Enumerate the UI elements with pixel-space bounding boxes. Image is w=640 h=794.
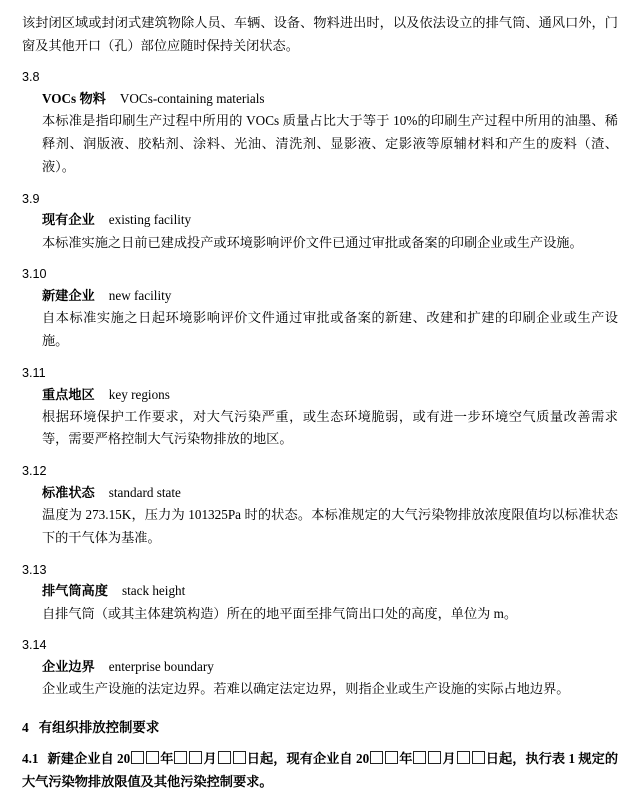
clause-number-3-11: 3.11 — [22, 365, 46, 380]
top-continuation-paragraph: 该封闭区域或封闭式建筑物除人员、车辆、设备、物料进出时，以及依法设立的排气筒、通风口外，门窗及其他开口（孔）部位应随时保持关闭状态。 — [22, 15, 618, 53]
clause-number-3-10: 3.10 — [22, 267, 47, 282]
blank-box-icon — [189, 751, 202, 764]
blank-box-icon — [233, 751, 246, 764]
term-body-3-8: 本标准是指印刷生产过程中所用的 VOCs 质量占比大于等于 10%的印刷生产过程中所用的油墨、稀释剂、润版液、胶粘剂、涂料、光油、清洗剂、显影液、定影液等原辅材料和产生的废料（渣、液）。 — [42, 113, 618, 174]
term-english-3-11: key regions — [108, 386, 170, 402]
term-english-3-13: stack height — [121, 583, 186, 599]
section-number: 4 — [22, 719, 29, 735]
term-english-3-8: VOCs-containing materials — [119, 91, 265, 107]
term-chinese-3-11: 重点地区 — [42, 386, 95, 402]
term-chinese-3-9: 现有企业 — [42, 212, 95, 228]
sub-clause-number: 4.1 — [22, 751, 39, 767]
term-line-3-13 — [22, 580, 618, 601]
sub-clause-text-part2: 年 — [160, 751, 174, 767]
term-line-3-12 — [22, 482, 618, 503]
sub-clause-text-part7: 日起，执行表 1 规定的大气污染物排放限值及其他污染控制要求。 — [22, 751, 619, 790]
term-chinese-3-14: 企业边界 — [42, 659, 95, 675]
term-body-3-11: 根据环境保护工作要求，对大气污染严重，或生态环境脆弱，或有进一步环境空气质量改善需求等，需要严格控制大气污染物排放的地区。 — [42, 408, 618, 447]
blank-box-icon — [174, 751, 187, 764]
blank-box-icon — [472, 751, 485, 764]
clause-number-3-8: 3.8 — [22, 70, 40, 85]
term-body-3-14: 企业或生产设施的法定边界。若难以确定法定边界，则指企业或生产设施的实际占地边界。 — [42, 681, 570, 697]
sub-clause-text-part3: 月 — [203, 751, 217, 767]
term-body-3-13: 自排气筒（或其主体建筑构造）所在的地平面至排气筒出口处的高度，单位为 m。 — [42, 605, 518, 621]
term-line-3-8 — [22, 88, 618, 109]
section-title: 有组织排放控制要求 — [38, 719, 160, 735]
term-chinese-3-12: 标准状态 — [42, 484, 95, 500]
term-chinese-3-13: 排气筒高度 — [42, 583, 108, 599]
clause-number-3-9: 3.9 — [22, 191, 40, 206]
term-body-3-10: 自本标准实施之日起环境影响评价文件通过审批或备案的新建、改建和扩建的印刷企业或生产设施。 — [42, 310, 618, 348]
blank-box-icon — [413, 751, 426, 764]
term-line-3-14 — [22, 656, 618, 677]
term-body-3-9: 本标准实施之日前已建成投产或环境影响评价文件已通过审批或备案的印刷企业或生产设施。 — [42, 234, 583, 250]
section-heading-4 — [22, 717, 618, 738]
blank-box-icon — [385, 751, 398, 764]
sub-clause-text-part6: 月 — [442, 751, 456, 767]
term-chinese-3-10: 新建企业 — [42, 288, 95, 304]
term-body-3-12: 温度为 273.15K，压力为 101325Pa 时的状态。本标准规定的大气污染物排放浓度限值均以标准状态下的干气体为基准。 — [42, 507, 618, 545]
blank-box-icon — [457, 751, 470, 764]
clause-number-3-14: 3.14 — [22, 638, 47, 653]
term-english-3-9: existing facility — [108, 212, 192, 228]
term-line-3-11 — [22, 384, 618, 405]
blank-box-icon — [218, 751, 231, 764]
clause-number-3-13: 3.13 — [22, 562, 47, 577]
term-line-3-9 — [22, 209, 618, 230]
sub-clause-text-part1: 新建企业自 20 — [47, 751, 131, 767]
term-english-3-12: standard state — [108, 484, 181, 500]
term-chinese-3-8: VOCs 物料 — [42, 91, 106, 107]
blank-box-icon — [428, 751, 441, 764]
term-english-3-10: new facility — [108, 288, 172, 304]
blank-box-icon — [370, 751, 383, 764]
sub-clause-4-1 — [22, 748, 618, 793]
sub-clause-text-part4: 日起，现有企业自 20 — [246, 751, 370, 767]
blank-box-icon — [146, 751, 159, 764]
term-line-3-10 — [22, 285, 618, 306]
blank-box-icon — [131, 751, 144, 764]
sub-clause-text-part5: 年 — [399, 751, 413, 767]
term-english-3-14: enterprise boundary — [108, 659, 214, 675]
clause-number-3-12: 3.12 — [22, 464, 47, 479]
